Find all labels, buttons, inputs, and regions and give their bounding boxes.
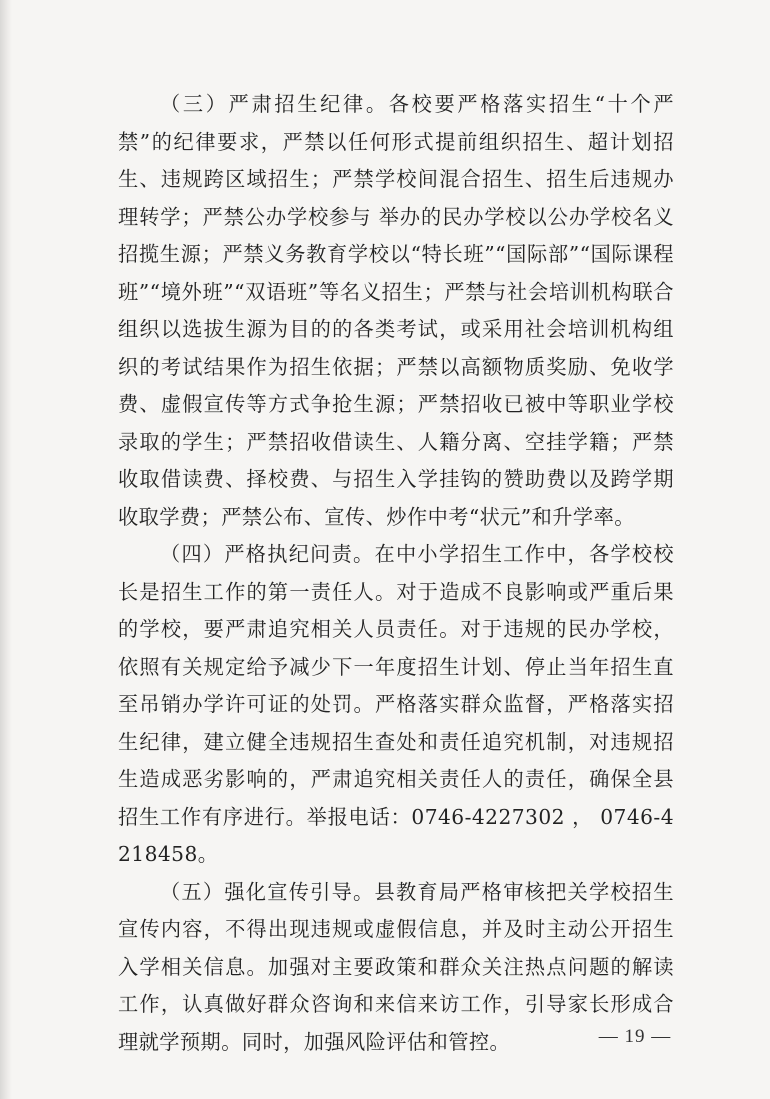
section-heading: （五）强化宣传引导。 [160,879,375,904]
paragraph-text: 在中小学招生工作中，各学校校长是招生工作的第一责任人。对于造成不良影响或严重后果的学校，要严肃追究相关人员责任。对于违规的民办学校，依照有关规定给予减少下一年度招生计划、停止当年招生直至吊销办学许可证的处罚。严格落实群众监督，严格落实招生纪律，建立健全违规招生查处和责任追究机制，对违规招生造成恶劣影响的，严肃追究相关责任人的责任，确保全县招生工作有序进行。举报电话：0746-4227302 ， 0746-4218458。 [118,542,674,866]
section-heading: （三）严肃招生纪律。 [160,92,389,116]
paragraph-text: 县教育局严格审核把关学校招生宣传内容，不得出现违规或虚假信息，并及时主动公开招生入学相关信息。加强对主要政策和群众关注热点问题的解读工作，认真做好群众咨询和来信来访工作，引导家长形成合理就学预期。同时，加强风险评估和管控。 [118,879,674,1054]
page-number: — 19 — [598,1026,672,1047]
scan-binding-edge [0,0,12,1099]
paragraph-accountability [118,536,674,874]
paragraph-text: 各校要严格落实招生“十个严禁”的纪律要求，严禁以任何形式提前组织招生、超计划招生、违规跨区域招生；严禁学校间混合招生、招生后违规办理转学；严禁公办学校参与 举办的民办学校以公办学校名义招揽生源；严禁义务教育学校以“特长班”“国际部”“国际课程班”“境外班”“双语班”等名义招生；严禁与社会培训机构联合组织以选拔生源为目的的各类考试，或采用社会培训机构组织的考试结果作为招生依据；严禁以高额物质奖励、免收学费、虚假宣传等方式争抢生源；严禁招收已被中等职业学校录取的学生；严禁招收借读生、人籍分离、空挂学籍；严禁收取借读费、择校费、与招生入学挂钩的赞助费以及跨学期收取学费；严禁公布、宣传、炒作中考“状元”和升学率。 [118,92,674,529]
section-heading: （四）严格执纪问责。 [160,542,375,566]
document-body [118,86,674,1061]
paragraph-discipline [118,86,674,536]
